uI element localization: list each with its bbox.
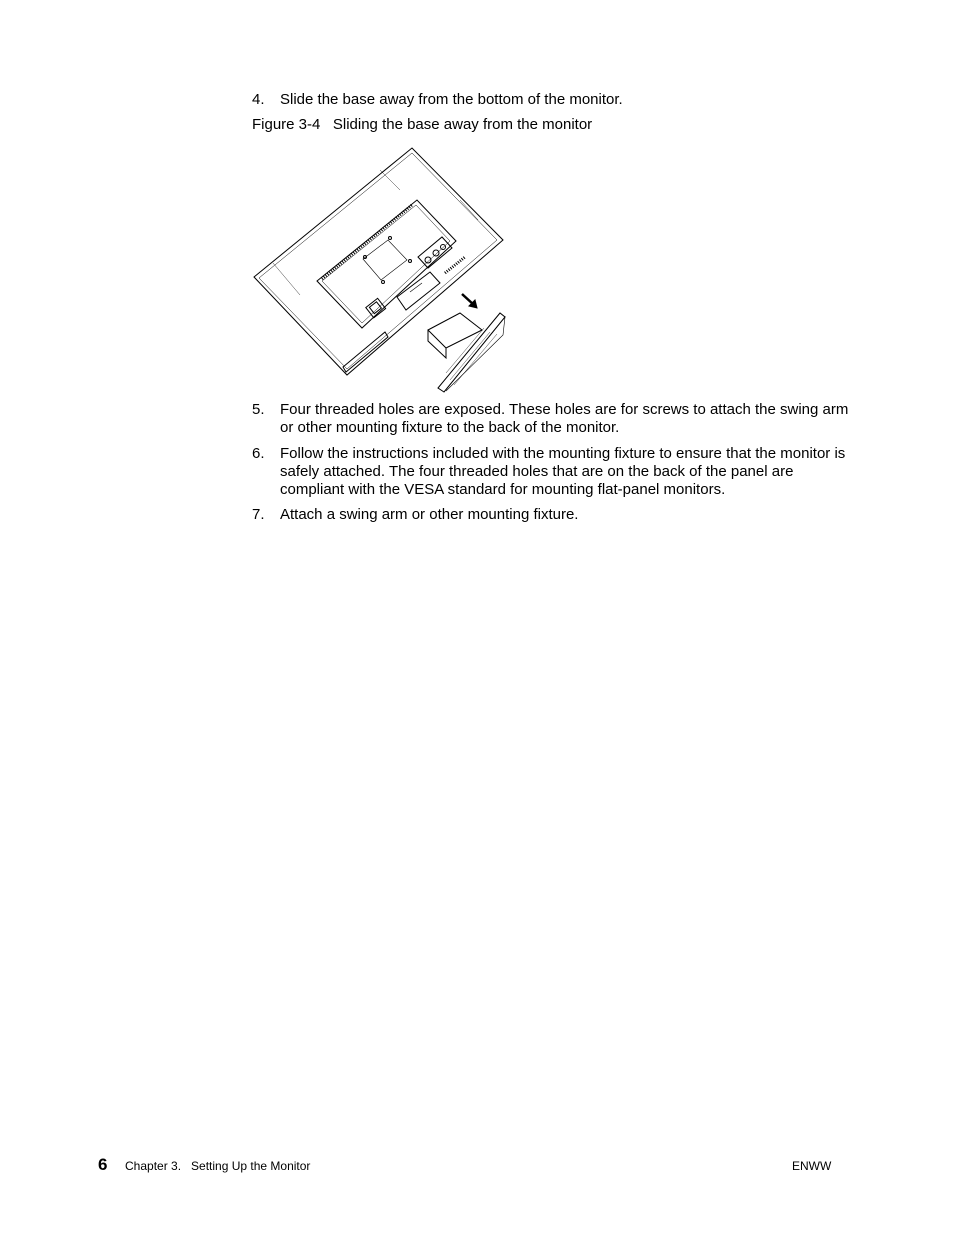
step-number: 6.	[252, 445, 265, 462]
step-text: Follow the instructions included with the mounting fixture to ensure that the monitor is safely attached. The four threaded holes that are on the back of the panel are compliant with the VESA standard for mounting flat-panel monitors.	[280, 445, 846, 498]
step-7	[252, 506, 852, 524]
figure-caption: Figure 3-4 Sliding the base away from the monitor	[252, 116, 593, 133]
monitor-base-illustration	[250, 145, 510, 393]
step-number: 5.	[252, 401, 265, 418]
step-number: 7.	[252, 506, 265, 523]
chapter-title: Chapter 3. Setting Up the Monitor	[125, 1159, 311, 1173]
step-text: Four threaded holes are exposed. These holes are for screws to attach the swing arm or other mounting fixture to the back of the monitor.	[280, 401, 849, 436]
step-text: Attach a swing arm or other mounting fixture.	[280, 506, 579, 523]
step-5	[252, 401, 852, 437]
step-4	[252, 91, 852, 109]
step-text: Slide the base away from the bottom of the monitor.	[280, 91, 623, 108]
page-number: 6	[98, 1155, 108, 1174]
step-number: 4.	[252, 91, 265, 108]
document-code: ENWW	[792, 1159, 832, 1173]
step-6	[252, 445, 852, 499]
